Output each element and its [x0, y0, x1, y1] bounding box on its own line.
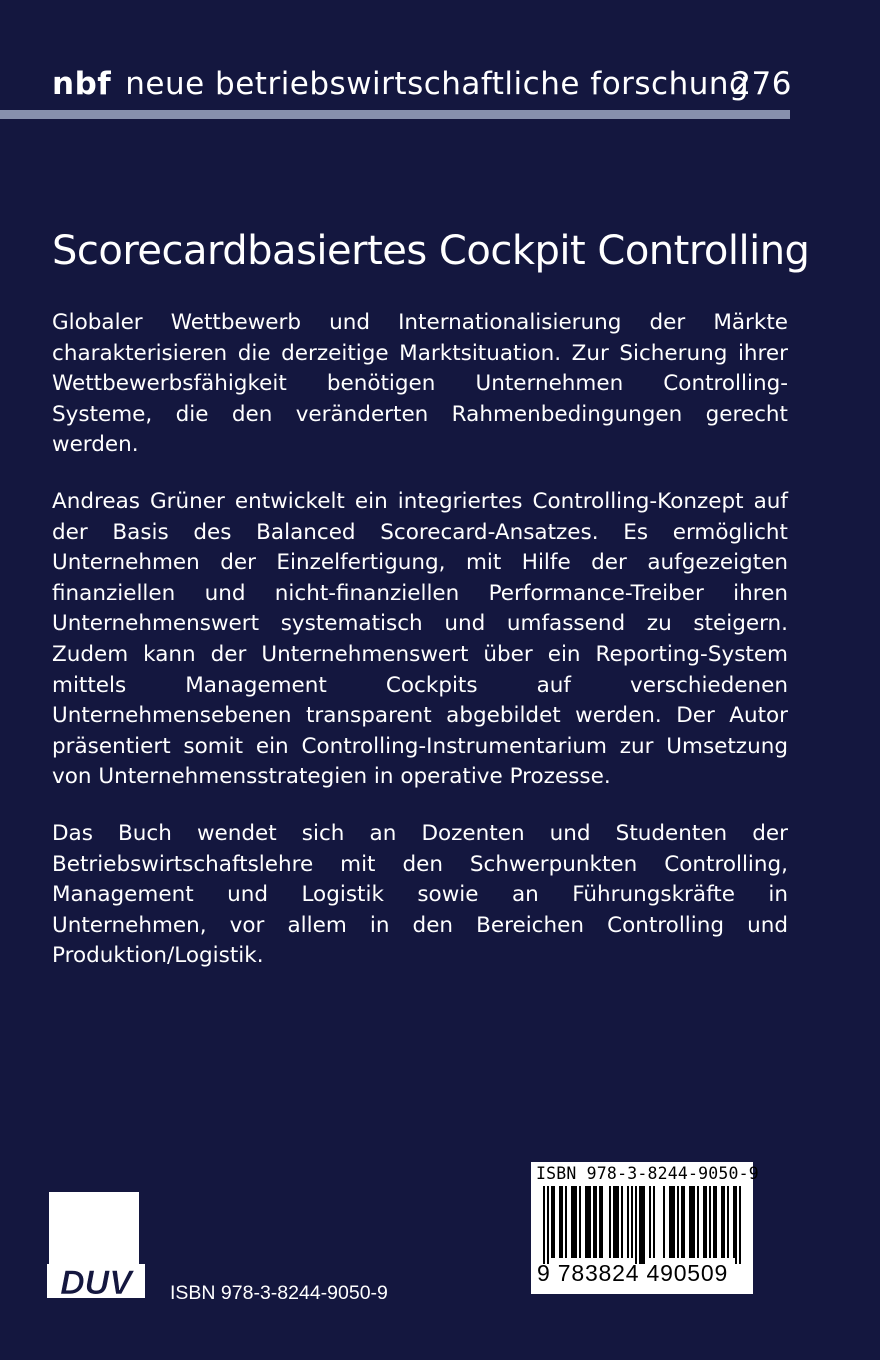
series-number: 276	[731, 66, 792, 102]
blurb-paragraph-3: Das Buch wendet sich an Dozenten und Studenten der Betriebswirtschaftslehre mit den Schwerpunkten Controlling, Management und Logistik sowie an Führungskräfte in Unternehmen, vor allem in den Bereichen Controlling und Produktion/Logistik.	[52, 820, 788, 969]
publisher-logo	[47, 1192, 147, 1304]
logo-text: DUV	[60, 1264, 132, 1300]
blurb-paragraph-1: Globaler Wettbewerb und Internationalisierung der Märkte charakterisieren die derzeitige Marktsituation. Zur Sicherung ihrer Wettbewerbsfähigkeit benötigen Unternehmen Controlling-Systeme, die den veränderten Rahmenbedingungen gerecht werden.	[52, 310, 788, 458]
blurb-paragraph-2: Andreas Grüner entwickelt ein integriertes Controlling-Konzept auf der Basis des Balanced Scorecard-Ansatzes. Es ermöglicht Unternehmen der Einzelfertigung, mit Hilfe der aufgezeigten finanziellen und nicht-finanziellen Performance-Treiber ihren Unternehmenswert systematisch und umfassend zu steigern. Zudem kann der Unternehmenswert über ein Reporting-System mittels Management Cockpits auf verschiedenen Unternehmensebenen transparent abgebildet werden. Der Autor präsentiert somit ein Controlling-Instrumentarium zur Umsetzung von Unternehmensstrategien in operative Prozesse.	[52, 488, 788, 790]
barcode-bars	[531, 1186, 753, 1264]
blurb	[52, 308, 788, 998]
series-header	[52, 66, 792, 102]
barcode	[531, 1162, 759, 1294]
barcode-isbn-label: ISBN 978-3-8244-9050-9	[536, 1164, 759, 1183]
series-name: neue betriebswirtschaftliche forschung	[125, 66, 750, 102]
isbn-bottom: ISBN 978-3-8244-9050-9	[170, 1282, 388, 1304]
barcode-digits: 9 783824 490509	[537, 1260, 729, 1286]
header-rule	[0, 110, 790, 119]
series-abbreviation: nbf	[52, 66, 112, 102]
duv-logo-icon	[47, 1192, 147, 1300]
book-title: Scorecardbasiertes Cockpit Controlling	[52, 228, 810, 274]
